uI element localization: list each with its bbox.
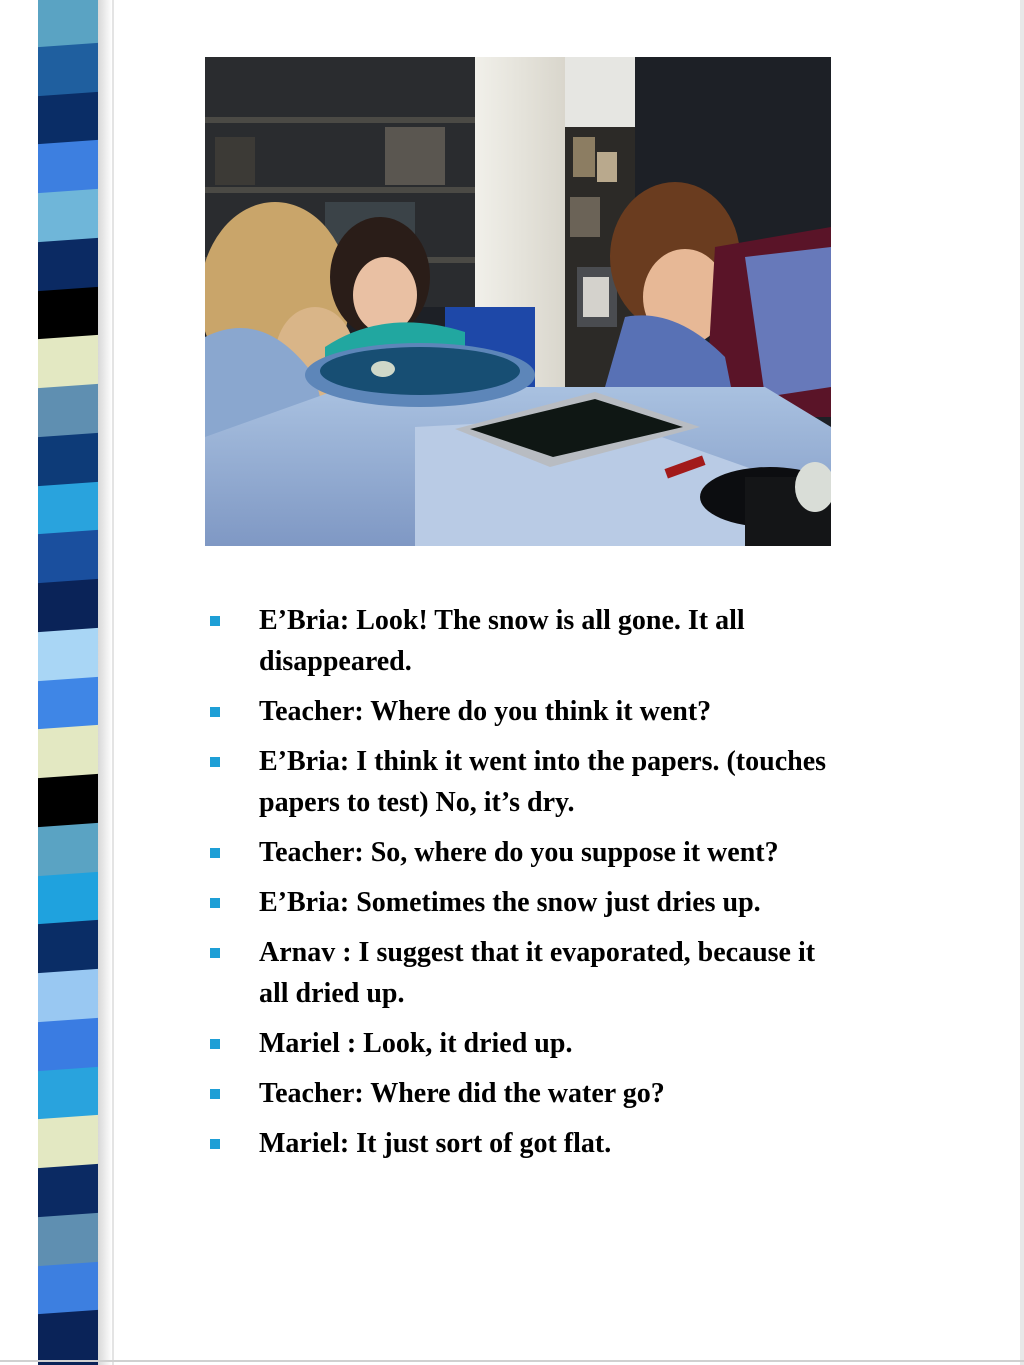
- list-item: [205, 741, 845, 823]
- classroom-photo: [205, 57, 831, 546]
- photo-illustration: [205, 57, 831, 546]
- list-item: [205, 832, 845, 873]
- list-item: [205, 882, 845, 923]
- list-item: [205, 1123, 845, 1164]
- stripe-block: [38, 1310, 98, 1365]
- page-edge-shadow: [1020, 0, 1024, 1365]
- list-item: [205, 1073, 845, 1114]
- dialogue-line: Teacher: Where do you think it went?: [259, 696, 712, 727]
- square-bullet-icon: [210, 1039, 220, 1049]
- list-item: [205, 1023, 845, 1064]
- decorative-stripe-band: [0, 0, 120, 1365]
- dialogue-line: E’Bria: Sometimes the snow just dries up.: [259, 887, 761, 918]
- square-bullet-icon: [210, 1139, 220, 1149]
- square-bullet-icon: [210, 707, 220, 717]
- square-bullet-icon: [210, 616, 220, 626]
- dialogue-line: Mariel: It just sort of got flat.: [259, 1128, 612, 1159]
- striped-border: [38, 0, 98, 1365]
- dialogue-line: Mariel : Look, it dried up.: [259, 1028, 573, 1059]
- stripe-divider: [112, 0, 114, 1365]
- stripe-shadow: [98, 0, 112, 1365]
- list-item: [205, 691, 845, 732]
- square-bullet-icon: [210, 848, 220, 858]
- dialogue-line: Teacher: Where did the water go?: [259, 1078, 665, 1109]
- dialogue-line: E’Bria: I think it went into the papers. (touches papers to test) No, it’s dry.: [259, 746, 827, 818]
- dialogue-line: Teacher: So, where do you suppose it went?: [259, 837, 779, 868]
- dialogue-line: Arnav : I suggest that it evaporated, because it all dried up.: [259, 937, 816, 1009]
- dialogue-list: [205, 600, 845, 1173]
- list-item: [205, 932, 845, 1014]
- square-bullet-icon: [210, 898, 220, 908]
- square-bullet-icon: [210, 948, 220, 958]
- list-item: [205, 600, 845, 682]
- page-bottom-edge: [0, 1360, 1024, 1362]
- square-bullet-icon: [210, 757, 220, 767]
- square-bullet-icon: [210, 1089, 220, 1099]
- dialogue-line: E’Bria: Look! The snow is all gone. It all disappeared.: [259, 605, 745, 677]
